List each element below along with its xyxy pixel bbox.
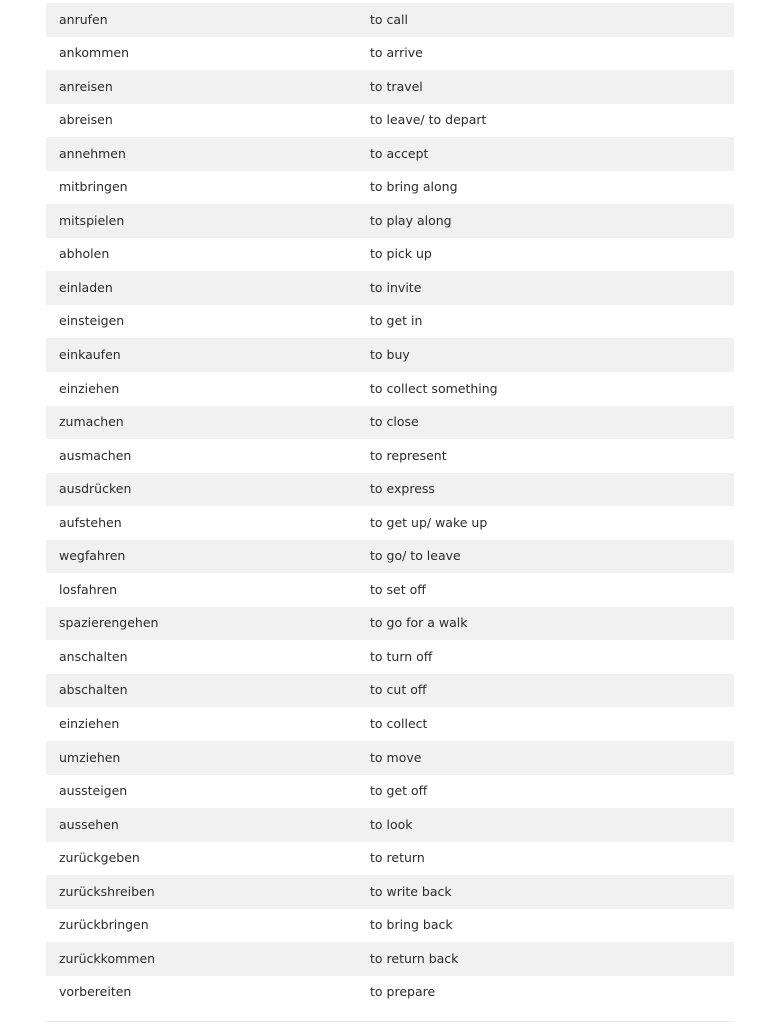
german-verb: einziehen <box>46 372 369 406</box>
german-verb: annehmen <box>46 137 369 171</box>
english-translation: to cut off <box>369 674 734 708</box>
english-translation: to move <box>369 741 734 775</box>
german-verb: einsteigen <box>46 305 369 339</box>
english-translation: to get in <box>369 305 734 339</box>
english-translation: to get off <box>369 775 734 809</box>
german-verb: anreisen <box>46 70 369 104</box>
table-row <box>46 406 734 440</box>
german-verb: zurückkommen <box>46 942 369 976</box>
english-translation: to get up/ wake up <box>369 506 734 540</box>
german-verb: abschalten <box>46 674 369 708</box>
table-row <box>46 942 734 976</box>
table-row <box>46 271 734 305</box>
table-row <box>46 875 734 909</box>
table-row <box>46 338 734 372</box>
german-verb: zurückshreiben <box>46 875 369 909</box>
german-verb: aufstehen <box>46 506 369 540</box>
english-translation: to bring back <box>369 909 734 943</box>
german-verb: umziehen <box>46 741 369 775</box>
table-bottom-divider <box>46 1021 734 1022</box>
german-verb: wegfahren <box>46 540 369 574</box>
vocabulary-table-body <box>46 3 734 1009</box>
german-verb: mitbringen <box>46 171 369 205</box>
english-translation: to pick up <box>369 238 734 272</box>
english-translation: to bring along <box>369 171 734 205</box>
table-row <box>46 238 734 272</box>
german-verb: zurückgeben <box>46 842 369 876</box>
german-verb: einkaufen <box>46 338 369 372</box>
table-row <box>46 204 734 238</box>
table-row <box>46 439 734 473</box>
german-verb: vorbereiten <box>46 976 369 1010</box>
english-translation: to return <box>369 842 734 876</box>
german-verb: einziehen <box>46 707 369 741</box>
english-translation: to collect <box>369 707 734 741</box>
table-row <box>46 674 734 708</box>
english-translation: to arrive <box>369 37 734 71</box>
english-translation: to return back <box>369 942 734 976</box>
german-verb: anrufen <box>46 3 369 37</box>
vocabulary-table <box>46 3 734 1009</box>
english-translation: to turn off <box>369 640 734 674</box>
german-verb: spazierengehen <box>46 607 369 641</box>
english-translation: to go for a walk <box>369 607 734 641</box>
table-row <box>46 171 734 205</box>
english-translation: to express <box>369 473 734 507</box>
english-translation: to invite <box>369 271 734 305</box>
german-verb: anschalten <box>46 640 369 674</box>
english-translation: to play along <box>369 204 734 238</box>
table-row <box>46 808 734 842</box>
german-verb: zurückbringen <box>46 909 369 943</box>
table-row <box>46 137 734 171</box>
table-row <box>46 976 734 1010</box>
table-row <box>46 473 734 507</box>
table-row <box>46 909 734 943</box>
table-row <box>46 607 734 641</box>
german-verb: ausmachen <box>46 439 369 473</box>
table-row <box>46 573 734 607</box>
english-translation: to accept <box>369 137 734 171</box>
table-row <box>46 540 734 574</box>
table-row <box>46 3 734 37</box>
english-translation: to represent <box>369 439 734 473</box>
table-row <box>46 305 734 339</box>
german-verb: aussteigen <box>46 775 369 809</box>
german-verb: aussehen <box>46 808 369 842</box>
english-translation: to buy <box>369 338 734 372</box>
english-translation: to set off <box>369 573 734 607</box>
table-row <box>46 372 734 406</box>
table-row <box>46 707 734 741</box>
table-row <box>46 640 734 674</box>
table-row <box>46 37 734 71</box>
german-verb: ankommen <box>46 37 369 71</box>
table-row <box>46 104 734 138</box>
german-verb: abholen <box>46 238 369 272</box>
english-translation: to prepare <box>369 976 734 1010</box>
english-translation: to look <box>369 808 734 842</box>
english-translation: to write back <box>369 875 734 909</box>
english-translation: to close <box>369 406 734 440</box>
german-verb: einladen <box>46 271 369 305</box>
german-verb: abreisen <box>46 104 369 138</box>
german-verb: zumachen <box>46 406 369 440</box>
table-row <box>46 775 734 809</box>
table-row <box>46 70 734 104</box>
german-verb: losfahren <box>46 573 369 607</box>
table-row <box>46 741 734 775</box>
english-translation: to travel <box>369 70 734 104</box>
table-row <box>46 506 734 540</box>
english-translation: to go/ to leave <box>369 540 734 574</box>
english-translation: to leave/ to depart <box>369 104 734 138</box>
german-verb: mitspielen <box>46 204 369 238</box>
table-row <box>46 842 734 876</box>
english-translation: to call <box>369 3 734 37</box>
german-verb: ausdrücken <box>46 473 369 507</box>
english-translation: to collect something <box>369 372 734 406</box>
